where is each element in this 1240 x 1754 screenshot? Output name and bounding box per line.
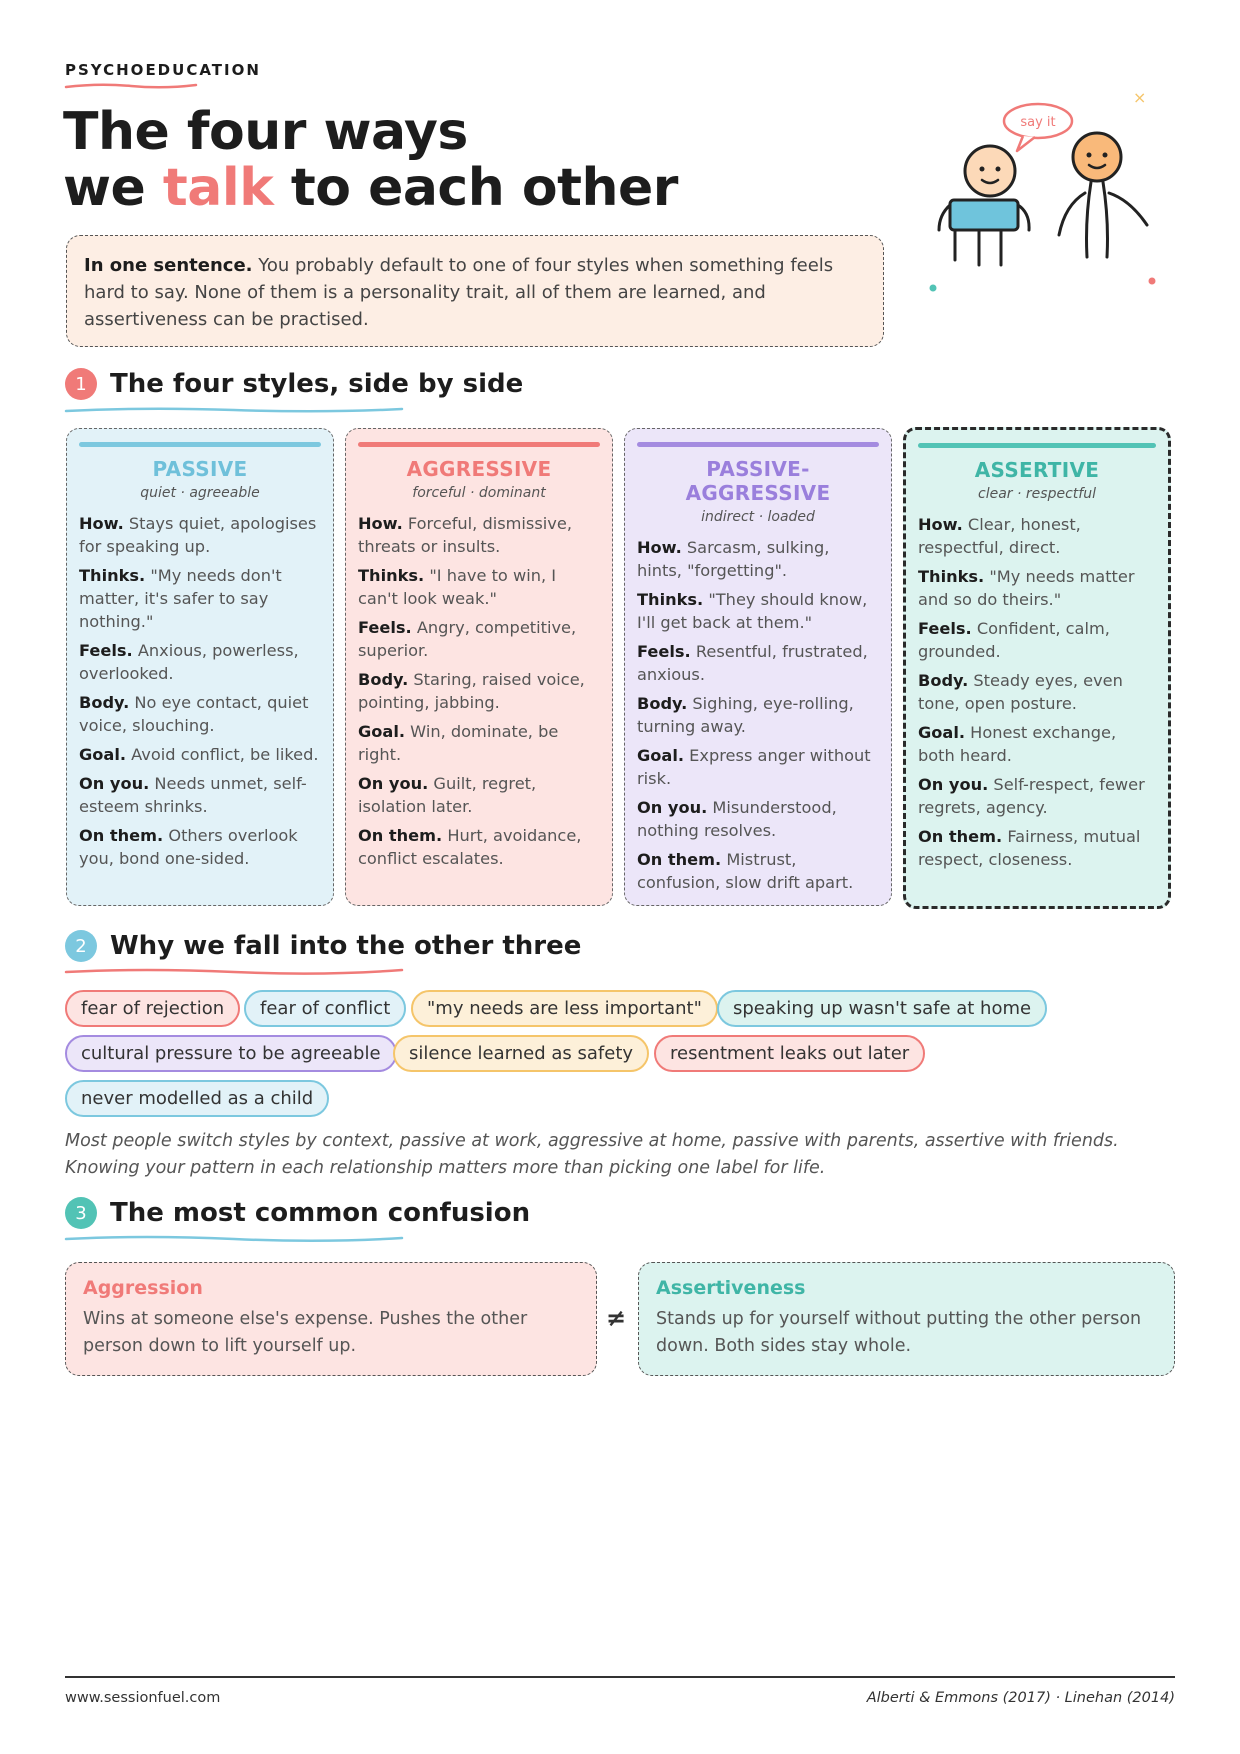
card-subtitle: indirect · loaded (701, 509, 815, 525)
reason-chip: speaking up wasn't safe at home (717, 990, 1047, 1027)
footer-divider (65, 1676, 1175, 1678)
card-subtitle: forceful · dominant (412, 485, 546, 501)
compare-left-text: Wins at someone else's expense. Pushes the other person down to lift yourself up. (83, 1309, 528, 1356)
card-name: AGGRESSIVE (406, 457, 552, 481)
reason-chip: resentment leaks out later (654, 1035, 925, 1072)
card-row: On you. Guilt, regret, isolation later. (358, 774, 537, 816)
card-passive (66, 428, 334, 906)
card-row: Body. Sighing, eye-rolling, turning away. (637, 694, 854, 736)
card-accent-bar (637, 442, 879, 447)
card-subtitle: quiet · agreeable (140, 485, 260, 501)
card-passive-aggressive (624, 428, 892, 906)
dot-coral-icon (1149, 278, 1156, 285)
card-row: Feels. Confident, calm, grounded. (918, 619, 1110, 661)
person-left-icon (939, 146, 1029, 265)
reason-chip: fear of rejection (65, 990, 240, 1027)
card-row: How. Stays quiet, apologises for speaking up. (79, 514, 317, 556)
dot-teal-icon (930, 285, 937, 292)
compare-aggression (65, 1262, 597, 1376)
card-accent-bar (358, 442, 600, 447)
card-row: On you. Misunderstood, nothing resolves. (637, 798, 837, 840)
section-1-title: The four styles, side by side (110, 369, 524, 399)
not-equal-icon: ≠ (606, 1304, 627, 1332)
card-row: Thinks. "I have to win, I can't look weak." (358, 566, 557, 608)
card-name: PASSIVE-AGGRESSIVE (685, 457, 831, 505)
card-assertive (903, 427, 1171, 909)
compare-assertiveness (638, 1262, 1175, 1376)
card-row: Feels. Anxious, powerless, overlooked. (79, 641, 299, 683)
card-row: On them. Mistrust, confusion, slow drift apart. (637, 850, 854, 892)
title-line-2: we talk to each other (63, 158, 678, 218)
speech-bubble-icon (1004, 104, 1072, 151)
card-row: How. Clear, honest, respectful, direct. (918, 515, 1081, 557)
reason-chip: cultural pressure to be agreeable (65, 1035, 397, 1072)
card-name: PASSIVE (152, 457, 248, 481)
kicker-underline (64, 82, 198, 90)
section-1-underline (64, 405, 404, 415)
section-3-number: 3 (65, 1197, 97, 1229)
intro-text: You probably default to one of four styles when something feels hard to say. None of them is a personality trait, all of them are learned, and assertiveness can be practised. (84, 255, 834, 330)
reason-chip: never modelled as a child (65, 1080, 329, 1117)
card-row: On them. Hurt, avoidance, conflict escalates. (358, 826, 582, 868)
card-row: Thinks. "My needs matter and so do theirs." (918, 567, 1135, 609)
card-accent-bar (79, 442, 321, 447)
person-right-icon (1059, 133, 1147, 257)
section-3-title: The most common confusion (110, 1198, 531, 1228)
card-aggressive (345, 428, 613, 906)
context-note: Most people switch styles by context, passive at work, aggressive at home, passive with parents, assertive with friends. Knowing your pattern in each relationship matters more than picking one label for life. (65, 1131, 1119, 1178)
card-row: How. Sarcasm, sulking, hints, "forgetting". (637, 538, 830, 580)
card-row: Goal. Avoid conflict, be liked. (79, 745, 319, 764)
sparkle-icon: × (1133, 88, 1147, 107)
card-row: Thinks. "My needs don't matter, it's safer to say nothing." (79, 566, 282, 631)
card-subtitle: clear · respectful (978, 486, 1096, 502)
reason-chip: "my needs are less important" (411, 990, 718, 1027)
style-cards (66, 428, 1172, 908)
card-row: Feels. Angry, competitive, superior. (358, 618, 577, 660)
section-2-heading (65, 930, 581, 962)
section-3-underline (64, 1234, 404, 1244)
section-3-heading (65, 1197, 530, 1229)
card-accent-bar (918, 443, 1156, 448)
section-1-heading (65, 368, 523, 400)
reason-chip: fear of conflict (244, 990, 406, 1027)
card-row: Body. Steady eyes, even tone, open posture. (918, 671, 1123, 713)
card-row: Body. No eye contact, quiet voice, slouching. (79, 693, 309, 735)
card-row: On you. Self-respect, fewer regrets, agency. (918, 775, 1145, 817)
title-accent: talk (162, 158, 274, 218)
card-row: On them. Others overlook you, bond one-sided. (79, 826, 298, 868)
footer-site-link[interactable]: www.sessionfuel.com (65, 1690, 221, 1706)
card-name: ASSERTIVE (974, 458, 1100, 482)
section-1-number: 1 (65, 368, 97, 400)
card-row: Goal. Express anger without risk. (637, 746, 871, 788)
section-2-underline (64, 967, 404, 977)
card-row: On them. Fairness, mutual respect, closeness. (918, 827, 1141, 869)
compare-left-title: Aggression (83, 1277, 203, 1299)
card-row: Thinks. "They should know, I'll get back at them." (637, 590, 868, 632)
card-row: Feels. Resentful, frustrated, anxious. (637, 642, 868, 684)
kicker: PSYCHOEDUCATION (65, 61, 261, 79)
bubble-text: say it (1020, 115, 1056, 130)
intro-box (66, 235, 884, 347)
card-row: How. Forceful, dismissive, threats or insults. (358, 514, 572, 556)
reason-chip: silence learned as safety (393, 1035, 649, 1072)
two-people-illustration (925, 85, 1175, 305)
card-row: Goal. Win, dominate, be right. (358, 722, 559, 764)
section-2-title: Why we fall into the other three (110, 931, 582, 961)
card-row: Goal. Honest exchange, both heard. (918, 723, 1117, 765)
compare-right-text: Stands up for yourself without putting the other person down. Both sides stay whole. (656, 1309, 1142, 1356)
card-row: On you. Needs unmet, self-esteem shrinks. (79, 774, 307, 816)
footer-references: Alberti & Emmons (2017) · Linehan (2014) (866, 1690, 1175, 1706)
section-2-number: 2 (65, 930, 97, 962)
compare-right-title: Assertiveness (656, 1277, 806, 1299)
page-title (63, 104, 678, 216)
card-row: Body. Staring, raised voice, pointing, jabbing. (358, 670, 585, 712)
intro-lead: In one sentence. (84, 255, 253, 276)
title-line-1: The four ways (63, 102, 468, 162)
